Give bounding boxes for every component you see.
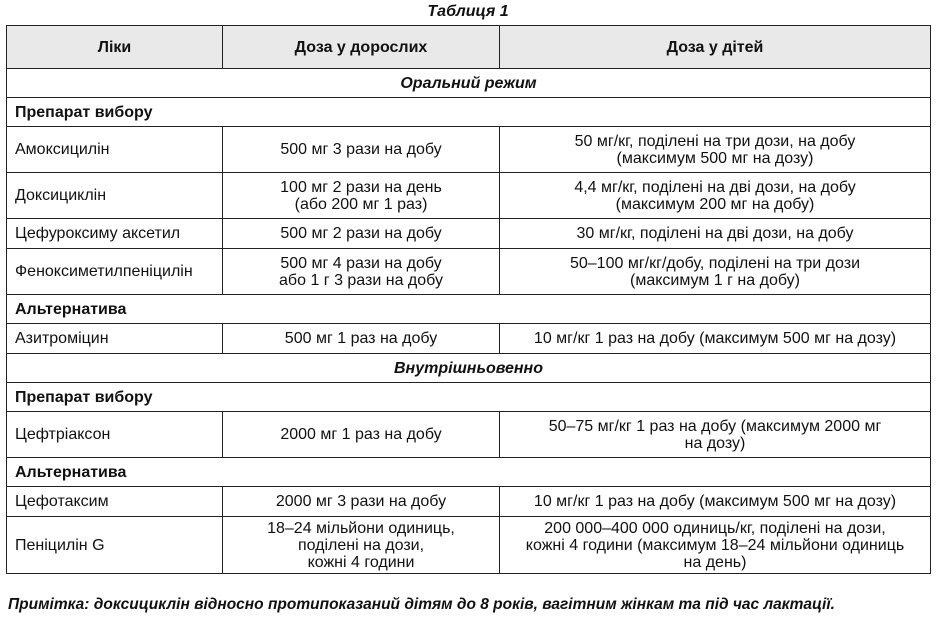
dose-line: (максимум 200 мг на добу)	[615, 195, 815, 213]
child-dose	[500, 412, 931, 458]
dose-line: 50 мг/кг, поділені на три дози, на добу	[574, 132, 856, 150]
header-child-dose: Доза у дітей	[500, 26, 931, 69]
drug-name: Доксициклін	[7, 173, 223, 219]
section-iv	[7, 354, 931, 383]
dose-line: кожні 4 години (максимум 18–24 мільйони одиниць	[525, 536, 905, 554]
section-label: Оральний режим	[7, 69, 931, 98]
dose-line: (або 200 мг 1 раз)	[294, 195, 428, 213]
adult-dose	[223, 173, 500, 219]
group-oral-choice	[7, 98, 931, 127]
group-label: Альтернатива	[7, 458, 931, 487]
dose-line: 2000 мг 3 рази на добу	[275, 493, 447, 510]
adult-dose	[223, 412, 500, 458]
adult-dose	[223, 219, 500, 249]
dose-line: на дозу)	[684, 434, 746, 452]
table-row	[7, 173, 931, 219]
dose-line: 18–24 мільйони одиниць,	[267, 519, 455, 537]
dose-line: 10 мг/кг 1 раз на добу (максимум 500 мг на дозу)	[533, 493, 897, 510]
group-label: Препарат вибору	[7, 98, 931, 127]
drug-name: Пеніцилін G	[7, 517, 223, 574]
child-dose	[500, 249, 931, 295]
child-dose	[500, 173, 931, 219]
header-drug: Ліки	[7, 26, 223, 69]
dose-line: 500 мг 2 рази на добу	[280, 225, 442, 242]
dose-line: 10 мг/кг 1 раз на добу (максимум 500 мг на дозу)	[533, 330, 897, 347]
table-row	[7, 412, 931, 458]
dose-line: 50–100 мг/кг/добу, поділені на три дози	[569, 254, 861, 272]
group-label: Альтернатива	[7, 295, 931, 324]
adult-dose	[223, 517, 500, 574]
dose-line: 2000 мг 1 раз на добу	[280, 426, 442, 443]
section-oral	[7, 69, 931, 98]
group-iv-choice	[7, 383, 931, 412]
drug-name: Амоксицилін	[7, 127, 223, 173]
dose-line: 500 мг 1 раз на добу	[284, 330, 438, 347]
header-adult-dose: Доза у дорослих	[223, 26, 500, 69]
dose-line: 200 000–400 000 одиниць/кг, поділені на дози,	[544, 519, 886, 537]
table-row	[7, 487, 931, 517]
adult-dose	[223, 487, 500, 517]
child-dose	[500, 487, 931, 517]
dose-line: 100 мг 2 рази на день	[280, 178, 442, 196]
antibiotic-dosage-table	[6, 25, 931, 574]
dose-line: 500 мг 3 рази на добу	[280, 141, 442, 158]
child-dose	[500, 517, 931, 574]
dose-line: 500 мг 4 рази на добу	[280, 254, 442, 272]
section-label: Внутрішньовенно	[7, 354, 931, 383]
table-row	[7, 517, 931, 574]
adult-dose	[223, 324, 500, 354]
table-row	[7, 127, 931, 173]
child-dose	[500, 324, 931, 354]
table-row	[7, 249, 931, 295]
dose-line: поділені на дози,	[297, 536, 425, 554]
footnote: Примітка: доксициклін відносно протипоказаний дітям до 8 років, вагітним жінкам та під час лактації.	[8, 596, 835, 613]
dose-line: кожні 4 години	[307, 553, 415, 571]
drug-name: Цефотаксим	[7, 487, 223, 517]
drug-name: Цефуроксиму аксетил	[7, 219, 223, 249]
table-header-row	[7, 26, 931, 69]
dose-line: на день)	[683, 553, 747, 571]
group-iv-alternative	[7, 458, 931, 487]
dose-line: (максимум 1 г на добу)	[630, 271, 800, 289]
drug-name: Цефтріаксон	[7, 412, 223, 458]
group-label: Препарат вибору	[7, 383, 931, 412]
drug-name: Азитроміцин	[7, 324, 223, 354]
adult-dose	[223, 127, 500, 173]
dose-line: 30 мг/кг, поділені на дві дози, на добу	[576, 225, 854, 242]
table-row	[7, 324, 931, 354]
adult-dose	[223, 249, 500, 295]
table-row	[7, 219, 931, 249]
drug-name: Феноксиметилпеніцилін	[7, 249, 223, 295]
group-oral-alternative	[7, 295, 931, 324]
child-dose	[500, 127, 931, 173]
dose-line: 4,4 мг/кг, поділені на дві дози, на добу	[574, 178, 856, 196]
dose-line: 50–75 мг/кг 1 раз на добу (максимум 2000 мг	[548, 417, 882, 435]
table-caption: Таблиця 1	[427, 3, 509, 20]
child-dose	[500, 219, 931, 249]
dose-line: або 1 г 3 рази на добу	[279, 271, 443, 289]
dose-line: (максимум 500 мг на дозу)	[616, 149, 814, 167]
